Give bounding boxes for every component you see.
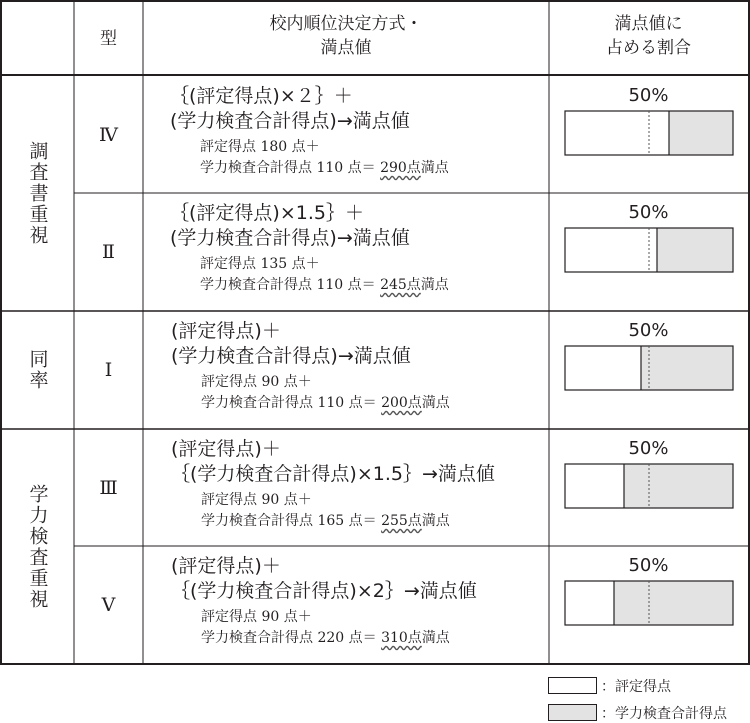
calc-line2 [201, 628, 547, 649]
calc-prefix: 学力検査合計得点 165 点＝ [201, 513, 377, 529]
calc-total-value: 310点 [381, 630, 422, 646]
group-label-chousasho [2, 76, 74, 311]
calc-total-value: 200点 [381, 395, 422, 411]
row-type [74, 193, 143, 311]
ratio-bar-gakuryoku [669, 111, 733, 155]
formula-line2: ｛(学力検査合計得点)×2｝→満点値 [171, 580, 477, 602]
calc-line1: 評定得点 135 点＋ [200, 256, 320, 272]
calc-suffix: 満点 [421, 395, 450, 411]
calc-line2 [201, 393, 547, 414]
calc-suffix: 満点 [420, 277, 449, 293]
ratio-bar-hyoutei [565, 464, 624, 508]
calc-prefix: 学力検査合計得点 110 点＝ [201, 395, 377, 411]
row-type-numeral: Ⅳ [99, 124, 118, 146]
group-label-gakuryoku-text: 学力検査重視 [26, 483, 49, 610]
group-label-douritsu [2, 311, 74, 429]
calc-suffix: 満点 [420, 160, 449, 176]
legend-gray-label: ：学力検査合計得点 [601, 706, 727, 722]
header-type-text: 型 [100, 28, 117, 49]
group-label-douritsu-text: 同率 [26, 349, 49, 391]
ratio-bar-hyoutei [565, 581, 614, 625]
row-type [74, 311, 143, 429]
legend-gray-swatch [548, 704, 597, 721]
ratio-bar-hyoutei [565, 111, 669, 155]
calc-suffix: 満点 [421, 630, 450, 646]
header-method-line1: 校内順位決定方式・ [269, 14, 423, 34]
ratio-percent: 50% [628, 438, 669, 459]
row-type-numeral: Ⅰ [104, 359, 113, 381]
ratio-percent: 50% [628, 320, 669, 341]
ratio-bar-gakuryoku [641, 346, 733, 390]
calc-prefix: 学力検査合計得点 110 点＝ [200, 160, 376, 176]
header-method [143, 12, 549, 72]
formula-line1: ｛(評定得点)×1.5｝＋ [170, 202, 364, 224]
calc-line1: 評定得点 90 点＋ [201, 374, 312, 390]
row-method [170, 201, 546, 309]
formula-line2: ｛(学力検査合計得点)×1.5｝→満点値 [171, 463, 495, 485]
formula-line1: (評定得点)＋ [171, 555, 281, 577]
formula-line1: (評定得点)＋ [171, 438, 281, 460]
calc-line1: 評定得点 90 点＋ [201, 609, 312, 625]
header-type [74, 2, 143, 75]
ratio-percent: 50% [628, 555, 669, 576]
formula-line2: (学力検査合計得点)→満点値 [171, 345, 411, 367]
header-ratio-line1: 満点値に [614, 14, 683, 34]
ratio-bar-hyoutei [565, 228, 657, 272]
header-method-line2: 満点値 [320, 38, 372, 58]
calc-line2 [200, 158, 546, 179]
formula-line2: (学力検査合計得点)→満点値 [170, 227, 410, 249]
ratio-bar-hyoutei [565, 346, 641, 390]
row-type-numeral: Ⅱ [102, 241, 115, 263]
row-method [170, 84, 546, 192]
ratio-percent: 50% [628, 85, 669, 106]
calc-total-value: 255点 [381, 513, 422, 529]
calc-suffix: 満点 [421, 513, 450, 529]
formula-line1: ｛(評定得点)×２｝＋ [170, 85, 353, 107]
calc-line1: 評定得点 90 点＋ [201, 492, 312, 508]
group-label-chousasho-text: 調査書重視 [26, 141, 49, 246]
legend-white-label: ：評定得点 [601, 679, 671, 695]
header-ratio [549, 12, 748, 72]
header-ratio-line2: 占める割合 [606, 38, 691, 58]
formula-line1: (評定得点)＋ [171, 320, 281, 342]
ratio-percent: 50% [628, 202, 669, 223]
row-type [74, 546, 143, 664]
calc-line2 [200, 275, 546, 296]
group-label-gakuryoku [2, 429, 74, 664]
row-method [171, 319, 547, 427]
ratio-bar-gakuryoku [657, 228, 733, 272]
calc-line2 [201, 511, 547, 532]
ratio-bar-gakuryoku [624, 464, 733, 508]
row-type [74, 429, 143, 547]
calc-total-value: 245点 [380, 277, 421, 293]
calc-line1: 評定得点 180 点＋ [200, 139, 320, 155]
legend-white-swatch [548, 677, 597, 694]
row-method [171, 554, 547, 662]
calc-total-value: 290点 [380, 160, 421, 176]
row-method [171, 437, 547, 545]
formula-line2: (学力検査合計得点)→満点値 [170, 110, 410, 132]
ratio-bar-gakuryoku [614, 581, 733, 625]
calc-prefix: 学力検査合計得点 220 点＝ [201, 630, 377, 646]
row-type [74, 76, 143, 194]
row-type-numeral: Ⅲ [99, 477, 118, 499]
calc-prefix: 学力検査合計得点 110 点＝ [200, 277, 376, 293]
row-type-numeral: Ⅴ [101, 594, 116, 616]
